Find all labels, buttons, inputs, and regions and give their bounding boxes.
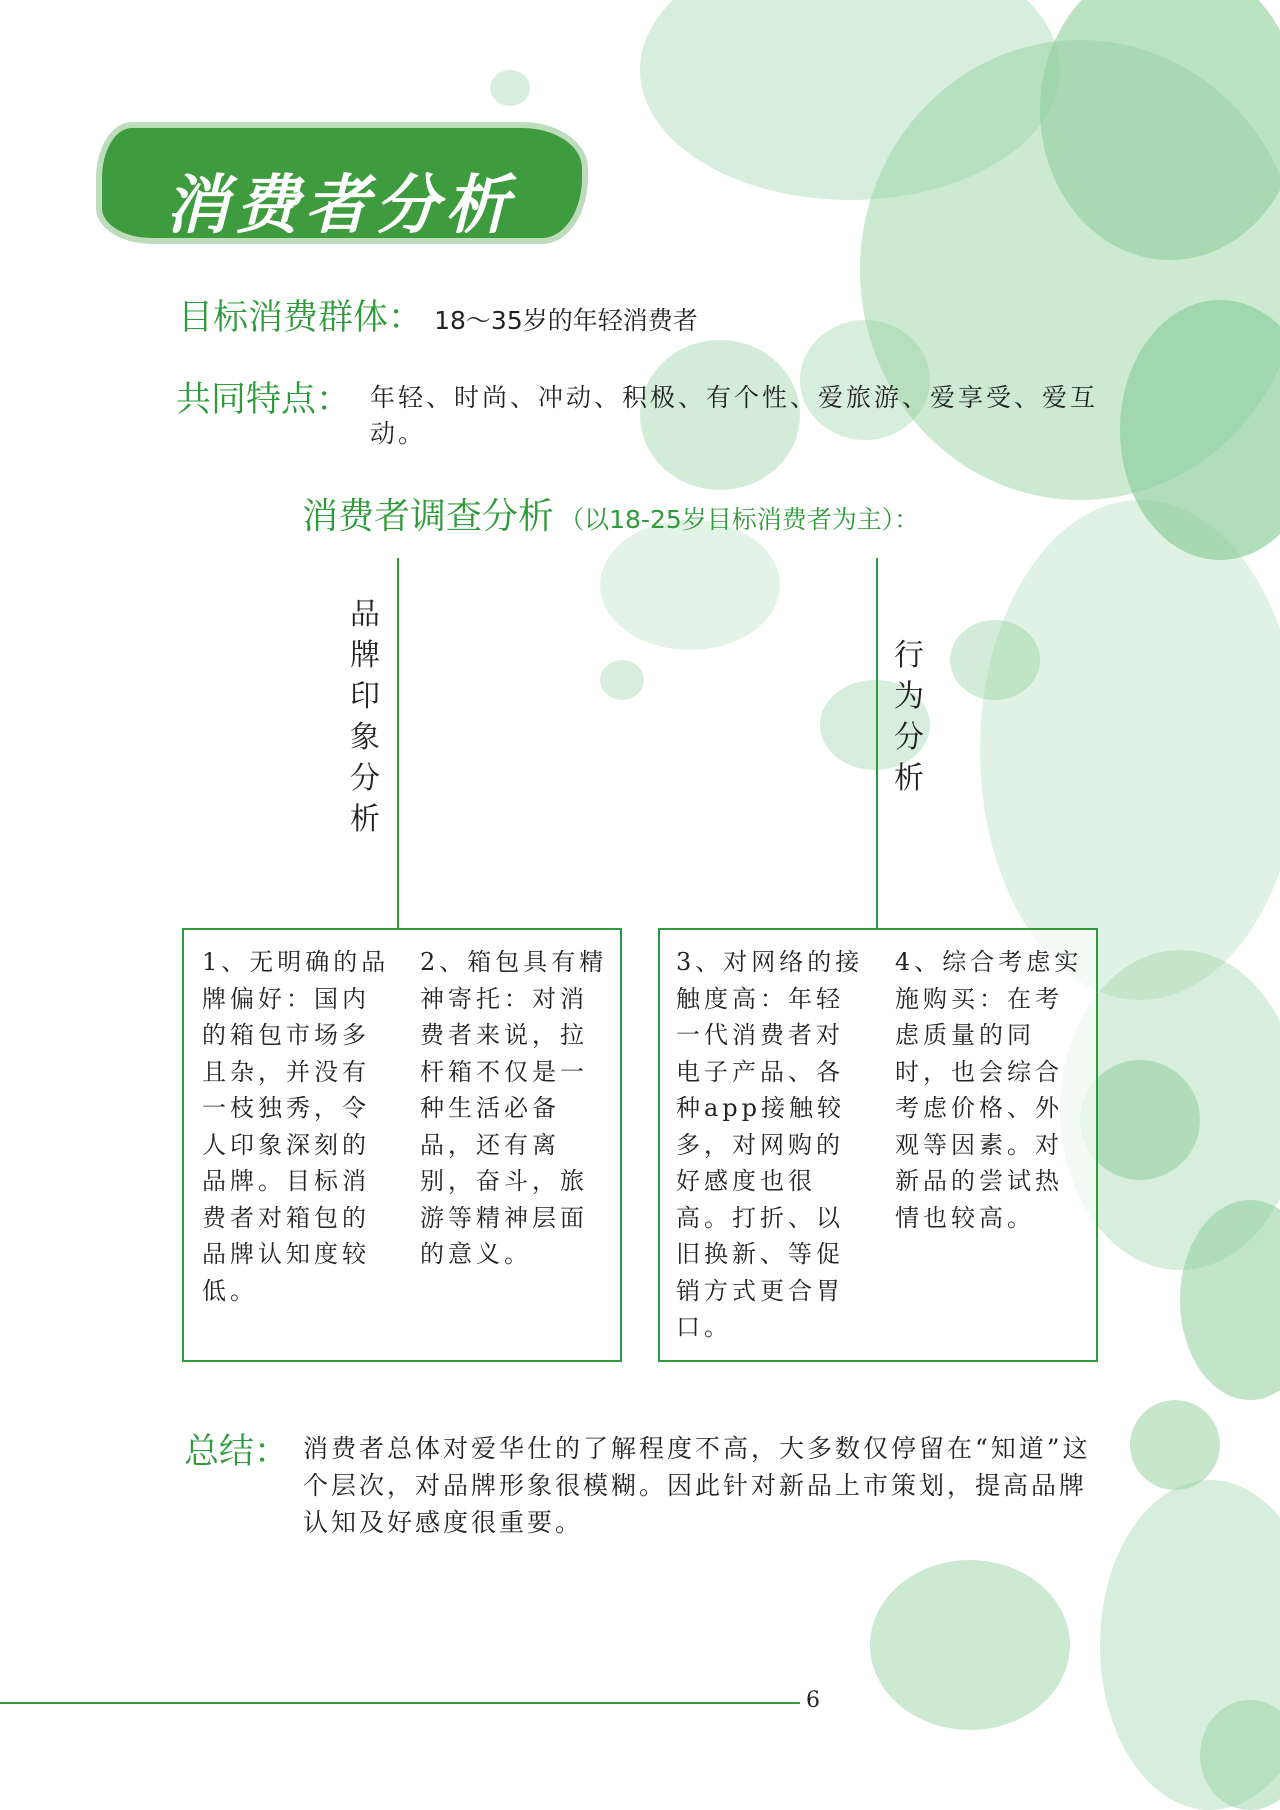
survey-title-row	[302, 488, 919, 539]
target-group-row	[178, 290, 698, 340]
left-branch-line	[397, 558, 399, 930]
point-2: 2、箱包具有精神寄托：对消费者来说，拉杆箱不仅是一种生活必备品，还有离别，奋斗，旅游等精神层面的意义。	[420, 948, 608, 1268]
behavior-analysis-label: 行为分析	[894, 638, 924, 796]
page-number: 6	[806, 1688, 820, 1713]
point-1: 1、无明确的品牌偏好：国内的箱包市场多且杂，并没有一枝独秀，令人印象深刻的品牌。目标消费者对箱包的品牌认知度较低。	[202, 948, 390, 1305]
summary-text: 消费者总体对爱华仕的了解程度不高，大多数仅停留在“知道”这个层次，对品牌形象很模糊。因此针对新品上市策划，提高品牌认知及好感度很重要。	[303, 1434, 1091, 1537]
page-title: 消费者分析	[165, 169, 515, 243]
common-traits-label-wrap	[176, 372, 351, 422]
point-3: 3、对网络的接触度高：年轻一代消费者对电子产品、各种app接触较多，对网购的好感度也很高。打折、以旧换新、等促销方式更合胃口。	[676, 948, 864, 1341]
common-traits-label: 共同特点：	[176, 380, 352, 420]
survey-subtitle: （以18-25岁目标消费者为主）：	[559, 505, 920, 534]
footer-line	[0, 1702, 800, 1704]
right-branch-line	[876, 558, 878, 930]
common-traits-value: 年轻、时尚、冲动、积极、有个性、爱旅游、爱享受、爱互动。	[370, 383, 1099, 448]
brand-impression-label: 品牌印象分析	[350, 597, 380, 837]
target-group-value: 18～35岁的年轻消费者	[434, 306, 698, 335]
point-4: 4、综合考虑实施购买：在考虑质量的同时，也会综合考虑价格、外观等因素。对新品的尝试热情也较高。	[895, 948, 1083, 1232]
summary-label: 总结：	[184, 1432, 290, 1472]
survey-title: 消费者调查分析	[302, 496, 555, 537]
target-group-label: 目标消费群体：	[178, 298, 424, 338]
summary-label-wrap	[184, 1424, 289, 1474]
